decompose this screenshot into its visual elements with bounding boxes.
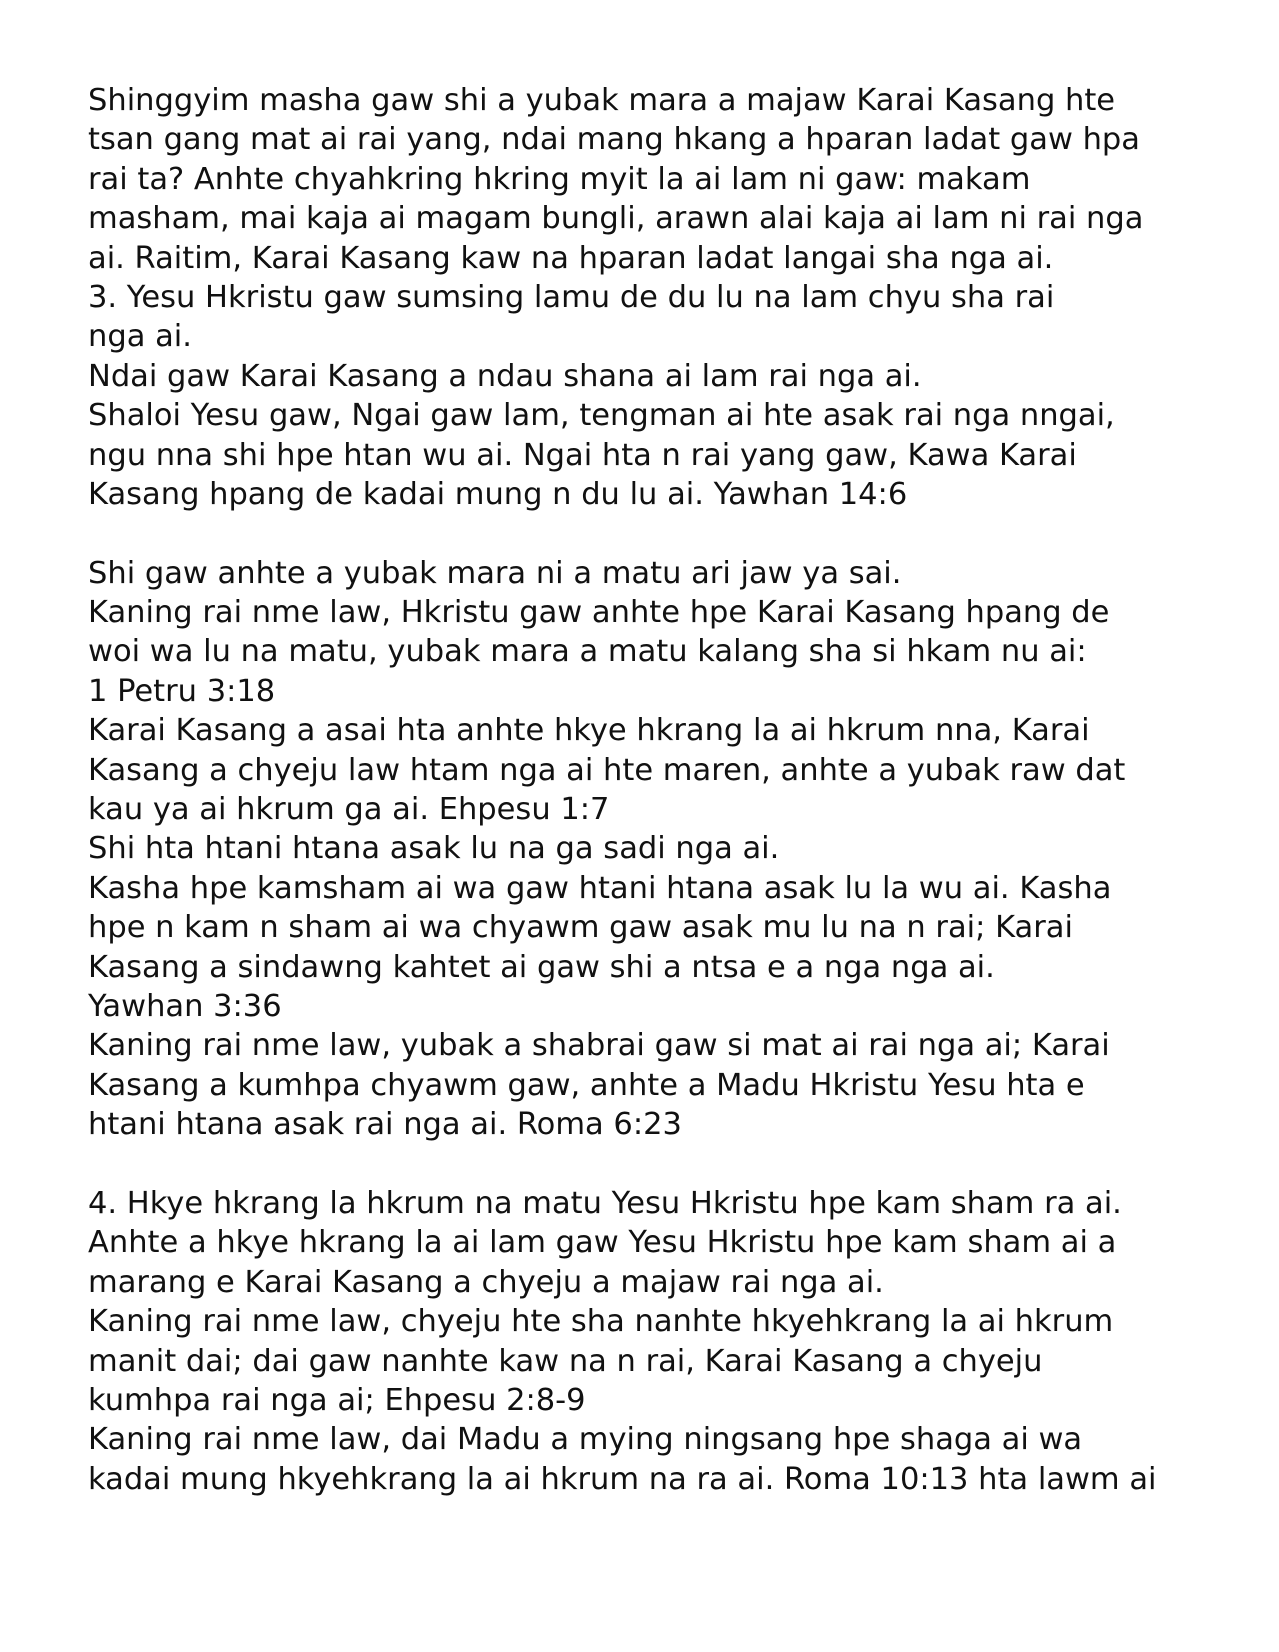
text-line: Kaning rai nme law, yubak a shabrai gaw si mat ai rai nga ai; Karai <box>88 1028 1110 1064</box>
text-line: manit dai; dai gaw nanhte kaw na n rai, Karai Kasang a chyeju <box>88 1343 1043 1379</box>
text-line: Shi hta htani htana asak lu na ga sadi nga ai. <box>88 831 780 867</box>
text-line: ngu nna shi hpe htan wu ai. Ngai hta n rai yang gaw, Kawa Karai <box>88 437 1077 473</box>
document-body <box>88 81 1268 1499</box>
text-line: Kasang a kumhpa chyawm gaw, anhte a Madu Hkristu Yesu hta e <box>88 1067 1085 1103</box>
text-line: Kasang a chyeju law htam nga ai hte maren, anhte a yubak raw dat <box>88 752 1126 788</box>
text-line: ai. Raitim, Karai Kasang kaw na hparan ladat langai sha nga ai. <box>88 240 1054 276</box>
paragraph-break <box>88 1145 1268 1184</box>
paragraph-break <box>88 514 1268 553</box>
text-line: 1 Petru 3:18 <box>88 673 276 709</box>
text-line: Karai Kasang a asai hta anhte hkye hkrang la ai hkrum nna, Karai <box>88 713 1090 749</box>
text-line: Kasang a sindawng kahtet ai gaw shi a ntsa e a nga nga ai. <box>88 949 995 985</box>
text-line: rai ta? Anhte chyahkring hkring myit la ai lam ni gaw: makam <box>88 161 1031 197</box>
section-heading-4: 4. Hkye hkrang la hkrum na matu Yesu Hkristu hpe kam sham ra ai. <box>88 1185 1122 1221</box>
text-line: Ndai gaw Karai Kasang a ndau shana ai lam rai nga ai. <box>88 358 922 394</box>
text-line: Shi gaw anhte a yubak mara ni a matu ari jaw ya sai. <box>88 555 902 591</box>
text-line: masham, mai kaja ai magam bungli, arawn alai kaja ai lam ni rai nga <box>88 201 1144 237</box>
text-line: tsan gang mat ai rai yang, ndai mang hkang a hparan ladat gaw hpa <box>88 122 1140 158</box>
section-heading-3: 3. Yesu Hkristu gaw sumsing lamu de du lu na lam chyu sha rai <box>88 279 1055 315</box>
text-line: Kasang hpang de kadai mung n du lu ai. Yawhan 14:6 <box>88 476 908 512</box>
text-line: Shinggyim masha gaw shi a yubak mara a majaw Karai Kasang hte <box>88 83 1116 118</box>
text-line: Kaning rai nme law, Hkristu gaw anhte hpe Karai Kasang hpang de <box>88 595 1110 631</box>
text-line: kadai mung hkyehkrang la ai hkrum na ra ai. Roma 10:13 hta lawm ai <box>88 1461 1157 1497</box>
text-line: kumhpa rai nga ai; Ehpesu 2:8-9 <box>88 1382 586 1418</box>
text-line: marang e Karai Kasang a chyeju a majaw rai nga ai. <box>88 1264 884 1300</box>
text-line: htani htana asak rai nga ai. Roma 6:23 <box>88 1107 682 1143</box>
text-line: hpe n kam n sham ai wa chyawm gaw asak mu lu na n rai; Karai <box>88 910 1073 946</box>
text-line: woi wa lu na matu, yubak mara a matu kalang sha si hkam nu ai: <box>88 634 1087 670</box>
text-line: Kaning rai nme law, dai Madu a mying ningsang hpe shaga ai wa <box>88 1422 1083 1458</box>
text-line: kau ya ai hkrum ga ai. Ehpesu 1:7 <box>88 792 610 828</box>
text-line: Yawhan 3:36 <box>88 988 282 1024</box>
text-line: Shaloi Yesu gaw, Ngai gaw lam, tengman ai hte asak rai nga nngai, <box>88 398 1115 434</box>
text-line: nga ai. <box>88 319 192 355</box>
text-line: Anhte a hkye hkrang la ai lam gaw Yesu Hkristu hpe kam sham ai a <box>88 1225 1117 1261</box>
text-line: Kaning rai nme law, chyeju hte sha nanhte hkyehkrang la ai hkrum <box>88 1304 1114 1340</box>
text-line: Kasha hpe kamsham ai wa gaw htani htana asak lu la wu ai. Kasha <box>88 870 1112 906</box>
